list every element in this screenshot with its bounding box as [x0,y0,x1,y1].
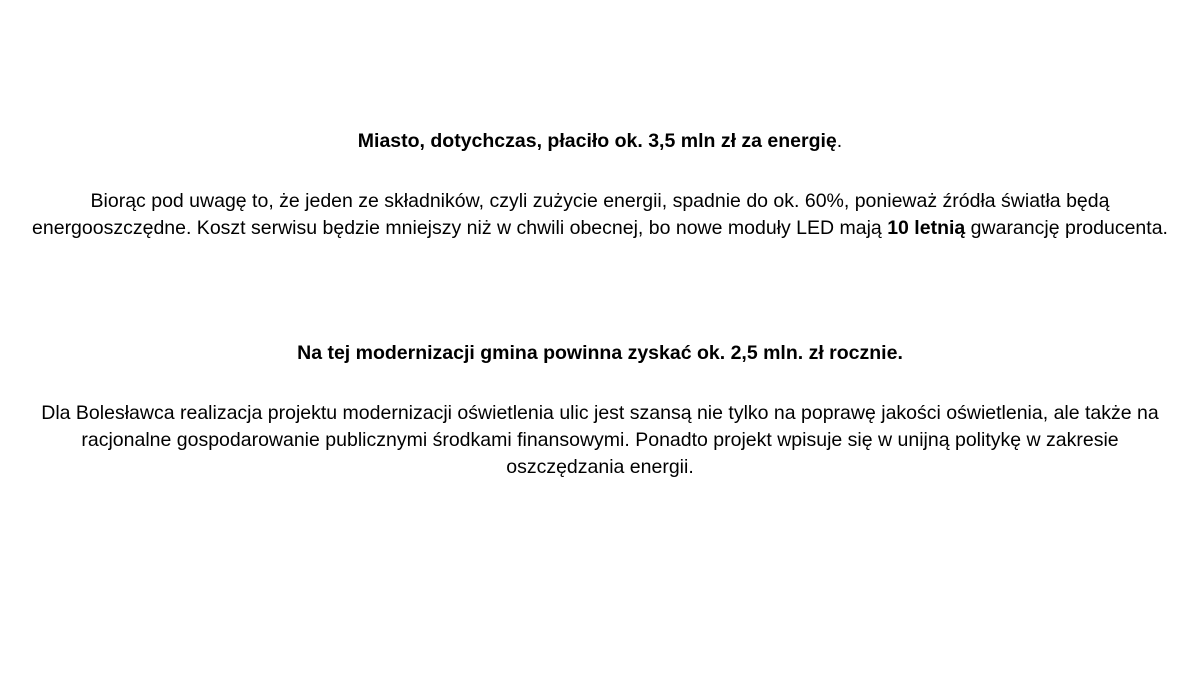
paragraph-energy-savings [30,188,1170,242]
paragraph-energy-savings-text: Biorąc pod uwagę to, że jeden ze składników, czyli zużycie energii, spadnie do ok. 60%, ponieważ źródła światła będą energooszczędne. Koszt serwisu będzie mniejszy niż w chwili obecnej, bo nowe moduły LED mają [32,190,1110,239]
paragraph-project-summary-text: Dla Bolesławca realizacja projektu modernizacji oświetlenia ulic jest szansą nie tylko na poprawę jakości oświetlenia, ale także na racjonalne gospodarowanie publicznymi środkami finansowymi. Ponadto projekt wpisuje się w unijną politykę w zakresie oszczędzania energii. [41,402,1159,478]
heading-annual-gain-text: Na tej modernizacji gmina powinna zyskać ok. 2,5 mln. zł rocznie. [297,342,903,364]
paragraph-project-summary [30,400,1170,481]
paragraph-energy-savings-end: gwarancję producenta. [965,217,1168,239]
warranty-emphasis: 10 letnią [887,217,966,239]
heading-energy-cost [30,128,1170,155]
heading-annual-gain [30,340,1170,367]
heading-energy-cost-bold: Miasto, dotychczas, płaciło ok. 3,5 mln zł za energię [357,130,837,152]
heading-energy-cost-tail: . [836,130,843,152]
